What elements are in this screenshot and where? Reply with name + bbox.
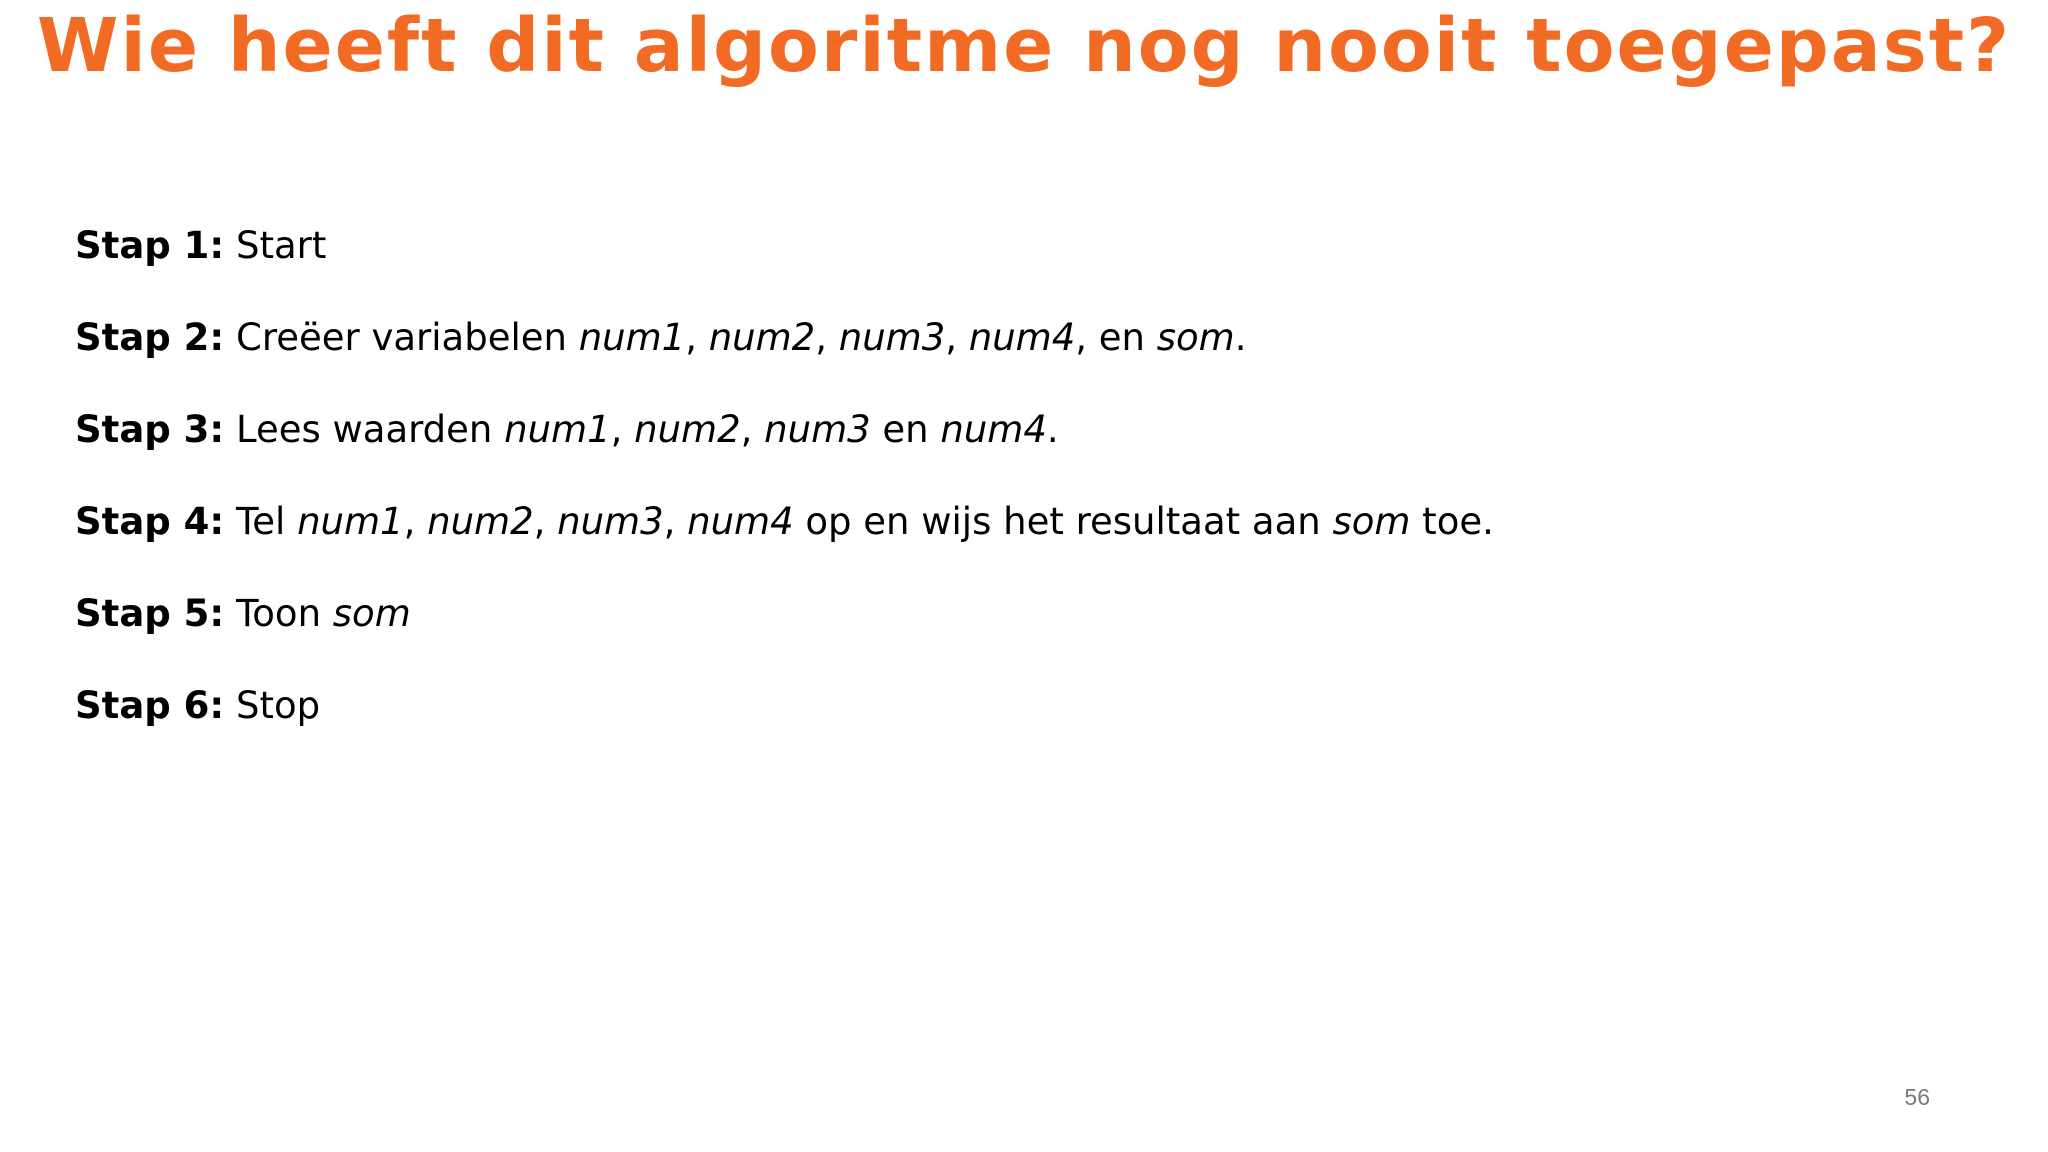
step-5: [75, 588, 1975, 680]
step-4: [75, 496, 1975, 588]
step-text: op en wijs het resultaat aan: [793, 500, 1333, 543]
step-label: Stap 2:: [75, 316, 225, 359]
step-list: [75, 220, 1975, 772]
step-label: Stap 6:: [75, 684, 225, 727]
step-text: , en: [1075, 316, 1157, 359]
variable-num1: num1: [504, 408, 611, 451]
variable-num4: num4: [687, 500, 794, 543]
variable-num3: num3: [838, 316, 946, 359]
separator: ,: [945, 316, 969, 359]
separator: ,: [740, 408, 765, 451]
separator: ,: [403, 500, 428, 543]
step-text: Stop: [224, 684, 321, 727]
variable-som: som: [1156, 316, 1235, 359]
variable-num3: num3: [764, 408, 871, 451]
step-text: Start: [224, 224, 327, 267]
slide-title: Wie heeft dit algoritme nog nooit toegepast?: [36, 3, 2012, 89]
step-label: Stap 3:: [75, 408, 225, 451]
step-6: [75, 680, 1975, 772]
step-text: Creëer variabelen: [224, 316, 579, 359]
variable-num2: num2: [634, 408, 741, 451]
step-1: [75, 220, 1975, 312]
variable-num3: num3: [557, 500, 664, 543]
separator: ,: [533, 500, 558, 543]
separator: ,: [610, 408, 635, 451]
separator: ,: [815, 316, 839, 359]
step-3: [75, 404, 1975, 496]
step-text: en: [870, 408, 941, 451]
step-2: [75, 312, 1975, 404]
step-label: Stap 4:: [75, 500, 225, 543]
variable-num2: num2: [427, 500, 534, 543]
step-text: .: [1046, 408, 1059, 451]
separator: ,: [663, 500, 688, 543]
separator: ,: [685, 316, 709, 359]
variable-num2: num2: [708, 316, 816, 359]
step-text: toe.: [1410, 500, 1494, 543]
step-text: Tel: [224, 500, 298, 543]
variable-som: som: [332, 592, 411, 635]
step-text: Lees waarden: [224, 408, 505, 451]
variable-num1: num1: [578, 316, 686, 359]
step-text: Toon: [224, 592, 333, 635]
variable-num4: num4: [940, 408, 1047, 451]
step-label: Stap 1:: [75, 224, 225, 267]
step-label: Stap 5:: [75, 592, 225, 635]
variable-num1: num1: [297, 500, 404, 543]
variable-som: som: [1332, 500, 1411, 543]
page-number: 56: [1904, 1084, 1930, 1110]
step-text: .: [1234, 316, 1247, 359]
variable-num4: num4: [968, 316, 1076, 359]
